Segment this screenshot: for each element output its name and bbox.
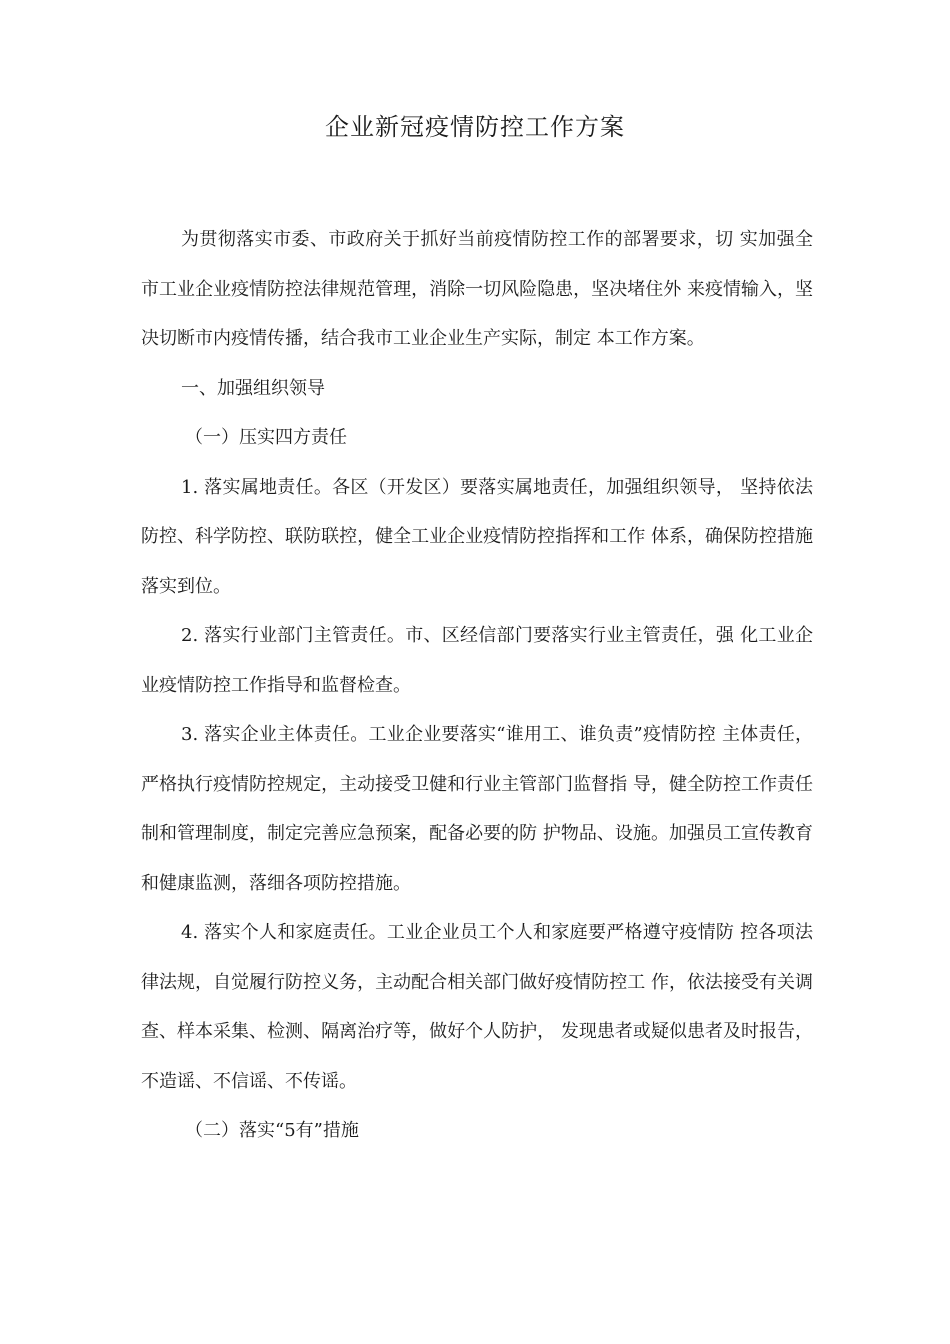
section-heading-1: 一、加强组织领导	[181, 377, 325, 399]
item-paragraph-4: 4. 落实个人和家庭责任。工业企业员工个人和家庭要严格遵守疫情防 控各项法律法规，自觉履行防控义务，主动配合相关部门做好疫情防控工 作，依法接受有关调查、样本采集、检测、隔离治疗等，做好个人防护， 发现患者或疑似患者及时报告，不造谣、不信谣、不传谣。	[141, 922, 813, 1092]
subsection-heading-1: （一）压实四方责任	[185, 427, 347, 448]
document-title: 企业新冠疫情防控工作方案	[325, 113, 625, 141]
item-paragraph-1: 1. 落实属地责任。各区（开发区）要落实属地责任，加强组织领导， 坚持依法防控、科学防控、联防联控，健全工业企业疫情防控指挥和工作 体系，确保防控措施落实到位。	[141, 476, 813, 597]
item-paragraph-3: 3. 落实企业主体责任。工业企业要落实“谁用工、谁负责”疫情防控 主体责任，严格执行疫情防控规定，主动接受卫健和行业主管部门监督指 导，健全防控工作责任制和管理制度，制定完善应急预案，配备必要的防 护物品、设施。加强员工宣传教育和健康监测，落细各项防控措施。	[141, 724, 813, 894]
subsection-heading-2: （二）落实“5有”措施	[185, 1120, 359, 1141]
document-body	[141, 215, 813, 1156]
item-paragraph-2: 2. 落实行业部门主管责任。市、区经信部门要落实行业主管责任，强 化工业企业疫情防控工作指导和监督检查。	[141, 625, 813, 696]
intro-paragraph: 为贯彻落实市委、市政府关于抓好当前疫情防控工作的部署要求，切 实加强全市工业企业疫情防控法律规范管理，消除一切风险隐患，坚决堵住外 来疫情输入，坚决切断市内疫情传播，结合我市工业企业生产实际，制定 本工作方案。	[141, 229, 813, 349]
